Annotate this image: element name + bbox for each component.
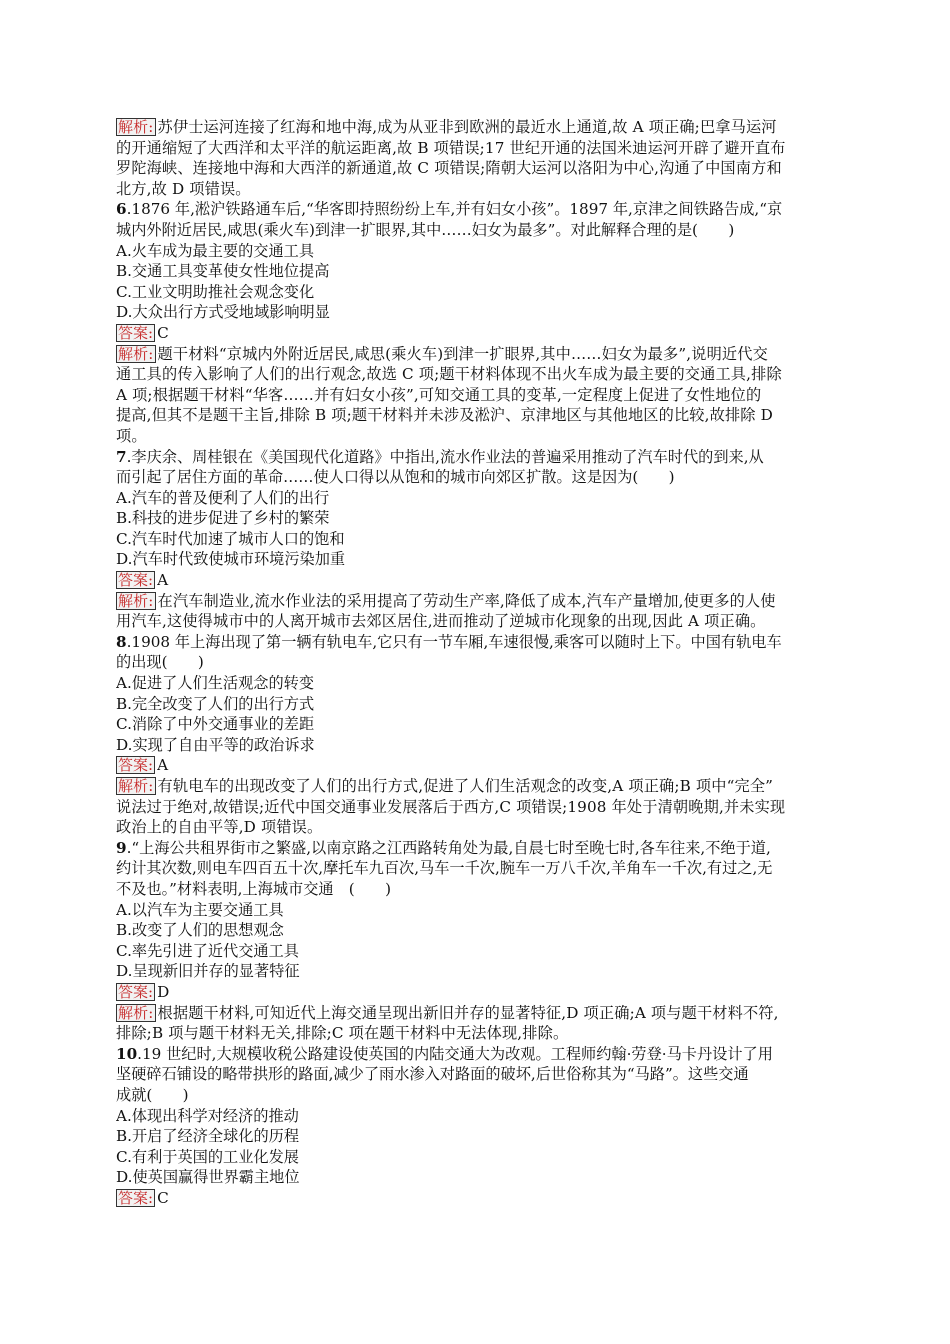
analysis-label: 解析: <box>118 1003 154 1022</box>
question-stem-line: 坚硬碎石铺设的略带拱形的路面,减少了雨水渗入对路面的破坏,后世俗称其为“马路”。这些交通 <box>116 1065 749 1084</box>
option-a: A.汽车的普及便利了人们的出行 <box>116 488 330 507</box>
question-stem-line <box>116 199 834 220</box>
analysis-line: 项。 <box>116 426 147 445</box>
question-7 <box>116 447 834 632</box>
option-d: D.实现了自由平等的政治诉求 <box>116 735 315 754</box>
analysis-label: 解析: <box>118 344 154 363</box>
option-c: C.有利于英国的工业化发展 <box>116 1147 299 1166</box>
answer-value: C <box>157 323 169 342</box>
answer-label: 答案: <box>118 323 154 342</box>
analysis-line <box>116 776 834 797</box>
option-b: B.改变了人们的思想观念 <box>116 921 284 940</box>
answer-label: 答案: <box>118 982 154 1001</box>
question-number: 6 <box>116 200 127 219</box>
question-stem-line: 约计其次数,则电车四百五十次,摩托车九百次,马车一千次,腕车一万八千次,羊角车一千次,有过之,无 <box>116 859 773 878</box>
option-d: D.使英国赢得世界霸主地位 <box>116 1168 300 1187</box>
analysis-line: A 项;根据题干材料“华客……并有妇女小孩”,可知交通工具的变革,一定程度上促进了女性地位的 <box>116 385 762 404</box>
option-c: C.汽车时代加速了城市人口的饱和 <box>116 529 345 548</box>
answer-value: A <box>157 756 169 775</box>
option-c: C.率先引进了近代交通工具 <box>116 941 299 960</box>
analysis-line: 政治上的自由平等,D 项错误。 <box>116 818 323 837</box>
stem-text: .1908 年上海出现了第一辆有轨电车,它只有一节车厢,车速很慢,乘客可以随时上下。中国有轨电车 <box>126 632 782 651</box>
question-stem-line <box>116 632 834 653</box>
analysis-text: 在汽车制造业,流水作业法的采用提高了劳动生产率,降低了成本,汽车产量增加,使更多的人使 <box>157 591 776 610</box>
question-stem-line <box>116 1044 834 1065</box>
question-number: 10 <box>116 1044 138 1063</box>
stem-text: .李庆余、周桂银在《美国现代化道路》中指出,流水作业法的普遍采用推动了汽车时代的到来,从 <box>126 447 764 466</box>
analysis-label: 解析: <box>118 118 154 136</box>
option-a: A.火车成为最主要的交通工具 <box>116 241 315 260</box>
option-d: D.大众出行方式受地域影响明显 <box>116 303 330 322</box>
stem-text: .“上海公共租界街市之繁盛,以南京路之江西路转角处为最,自晨七时至晚七时,各车往来,不绝于道, <box>126 838 771 857</box>
analysis-label: 解析: <box>118 777 154 795</box>
question-number: 7 <box>116 447 127 466</box>
analysis-text: 根据题干材料,可知近代上海交通呈现出新旧并存的显著特征,D 项正确;A 项与题干材料不符, <box>157 1003 779 1022</box>
q5-analysis-line: 的开通缩短了大西洋和太平洋的航运距离,故 B 项错误;17 世纪开通的法国米迪运河开辟了避开直布 <box>116 138 786 157</box>
answer-line <box>116 755 834 776</box>
question-number: 8 <box>116 632 127 651</box>
analysis-label: 解析: <box>118 591 154 610</box>
option-b: B.完全改变了人们的出行方式 <box>116 694 315 713</box>
option-d: D.汽车时代致使城市环境污染加重 <box>116 550 346 569</box>
option-a: A.促进了人们生活观念的转变 <box>116 674 315 693</box>
stem-text: .19 世纪时,大规模收税公路建设使英国的内陆交通大为改观。工程师约翰·劳登·马卡丹设计了用 <box>137 1044 773 1063</box>
option-b: B.开启了经济全球化的历程 <box>116 1127 300 1146</box>
option-c: C.消除了中外交通事业的差距 <box>116 715 315 734</box>
answer-label: 答案: <box>118 756 154 775</box>
answer-line <box>116 1188 834 1209</box>
q5-analysis-line <box>116 117 834 138</box>
question-stem-line <box>116 447 834 468</box>
stem-text: .1876 年,淞沪铁路通车后,“华客即持照纷纷上车,并有妇女小孩”。1897 年,京津之间铁路告成,“京 <box>126 200 783 219</box>
analysis-line: 说法过于绝对,故错误;近代中国交通事业发展落后于西方,C 项错误;1908 年处于清朝晚期,并未实现 <box>116 797 786 816</box>
analysis-line <box>116 1003 834 1024</box>
question-stem-line: 的出现( ) <box>116 653 204 672</box>
answer-label: 答案: <box>118 1188 154 1207</box>
analysis-line: 用汽车,这使得城市中的人离开城市去郊区居住,进而推动了逆城市化现象的出现,因此 A 项正确。 <box>116 612 766 631</box>
question-stem-line: 而引起了居住方面的革命……使人口得以从饱和的城市向郊区扩散。这是因为( ) <box>116 468 675 487</box>
analysis-text: 有轨电车的出现改变了人们的出行方式,促进了人们生活观念的改变,A 项正确;B 项中“完全” <box>157 777 774 795</box>
analysis-line <box>116 591 834 612</box>
q5-analysis-line: 罗陀海峡、连接地中海和大西洋的新通道,故 C 项错误;隋朝大运河以洛阳为中心,沟通了中国南方和 <box>116 159 782 178</box>
analysis-text: 苏伊士运河连接了红海和地中海,成为从亚非到欧洲的最近水上通道,故 A 项正确;巴拿马运河 <box>157 118 777 136</box>
analysis-line: 排除;B 项与题干材料无关,排除;C 项在题干材料中无法体现,排除。 <box>116 1024 569 1043</box>
question-9 <box>116 838 834 1044</box>
analysis-text: 题干材料“京城内外附近居民,咸思(乘火车)到津一扩眼界,其中……妇女为最多”,说明近代交 <box>157 344 768 363</box>
answer-line <box>116 323 834 344</box>
question-stem-line: 城内外附近居民,咸思(乘火车)到津一扩眼界,其中……妇女为最多”。对此解释合理的是( ) <box>116 220 735 239</box>
analysis-line <box>116 344 834 365</box>
answer-line <box>116 570 834 591</box>
option-a: A.体现出科学对经济的推动 <box>116 1106 299 1125</box>
question-10 <box>116 1044 834 1209</box>
answer-line <box>116 982 834 1003</box>
question-8 <box>116 632 834 838</box>
answer-value: D <box>157 982 170 1001</box>
answer-value: C <box>157 1188 169 1207</box>
analysis-line: 通工具的传入影响了人们的出行观念,故选 C 项;题干材料体现不出火车成为最主要的交通工具,排除 <box>116 365 782 384</box>
question-6 <box>116 199 834 446</box>
q5-analysis-line: 北方,故 D 项错误。 <box>116 179 251 198</box>
question-stem-line: 成就( ) <box>116 1085 189 1104</box>
option-d: D.呈现新旧并存的显著特征 <box>116 962 300 981</box>
question-stem-line <box>116 838 834 859</box>
option-a: A.以汽车为主要交通工具 <box>116 900 284 919</box>
document-page <box>116 117 834 1208</box>
q5-analysis <box>116 117 834 199</box>
question-stem-line: 不及也。”材料表明,上海城市交通 ( ) <box>116 879 392 898</box>
answer-label: 答案: <box>118 571 154 590</box>
answer-value: A <box>157 571 169 590</box>
option-c: C.工业文明助推社会观念变化 <box>116 282 315 301</box>
option-b: B.科技的进步促进了乡村的繁荣 <box>116 509 330 528</box>
option-b: B.交通工具变革使女性地位提高 <box>116 262 330 281</box>
analysis-line: 提高,但其不是题干主旨,排除 B 项;题干材料并未涉及淞沪、京津地区与其他地区的比较,故排除 D <box>116 406 773 425</box>
question-number: 9 <box>116 838 127 857</box>
